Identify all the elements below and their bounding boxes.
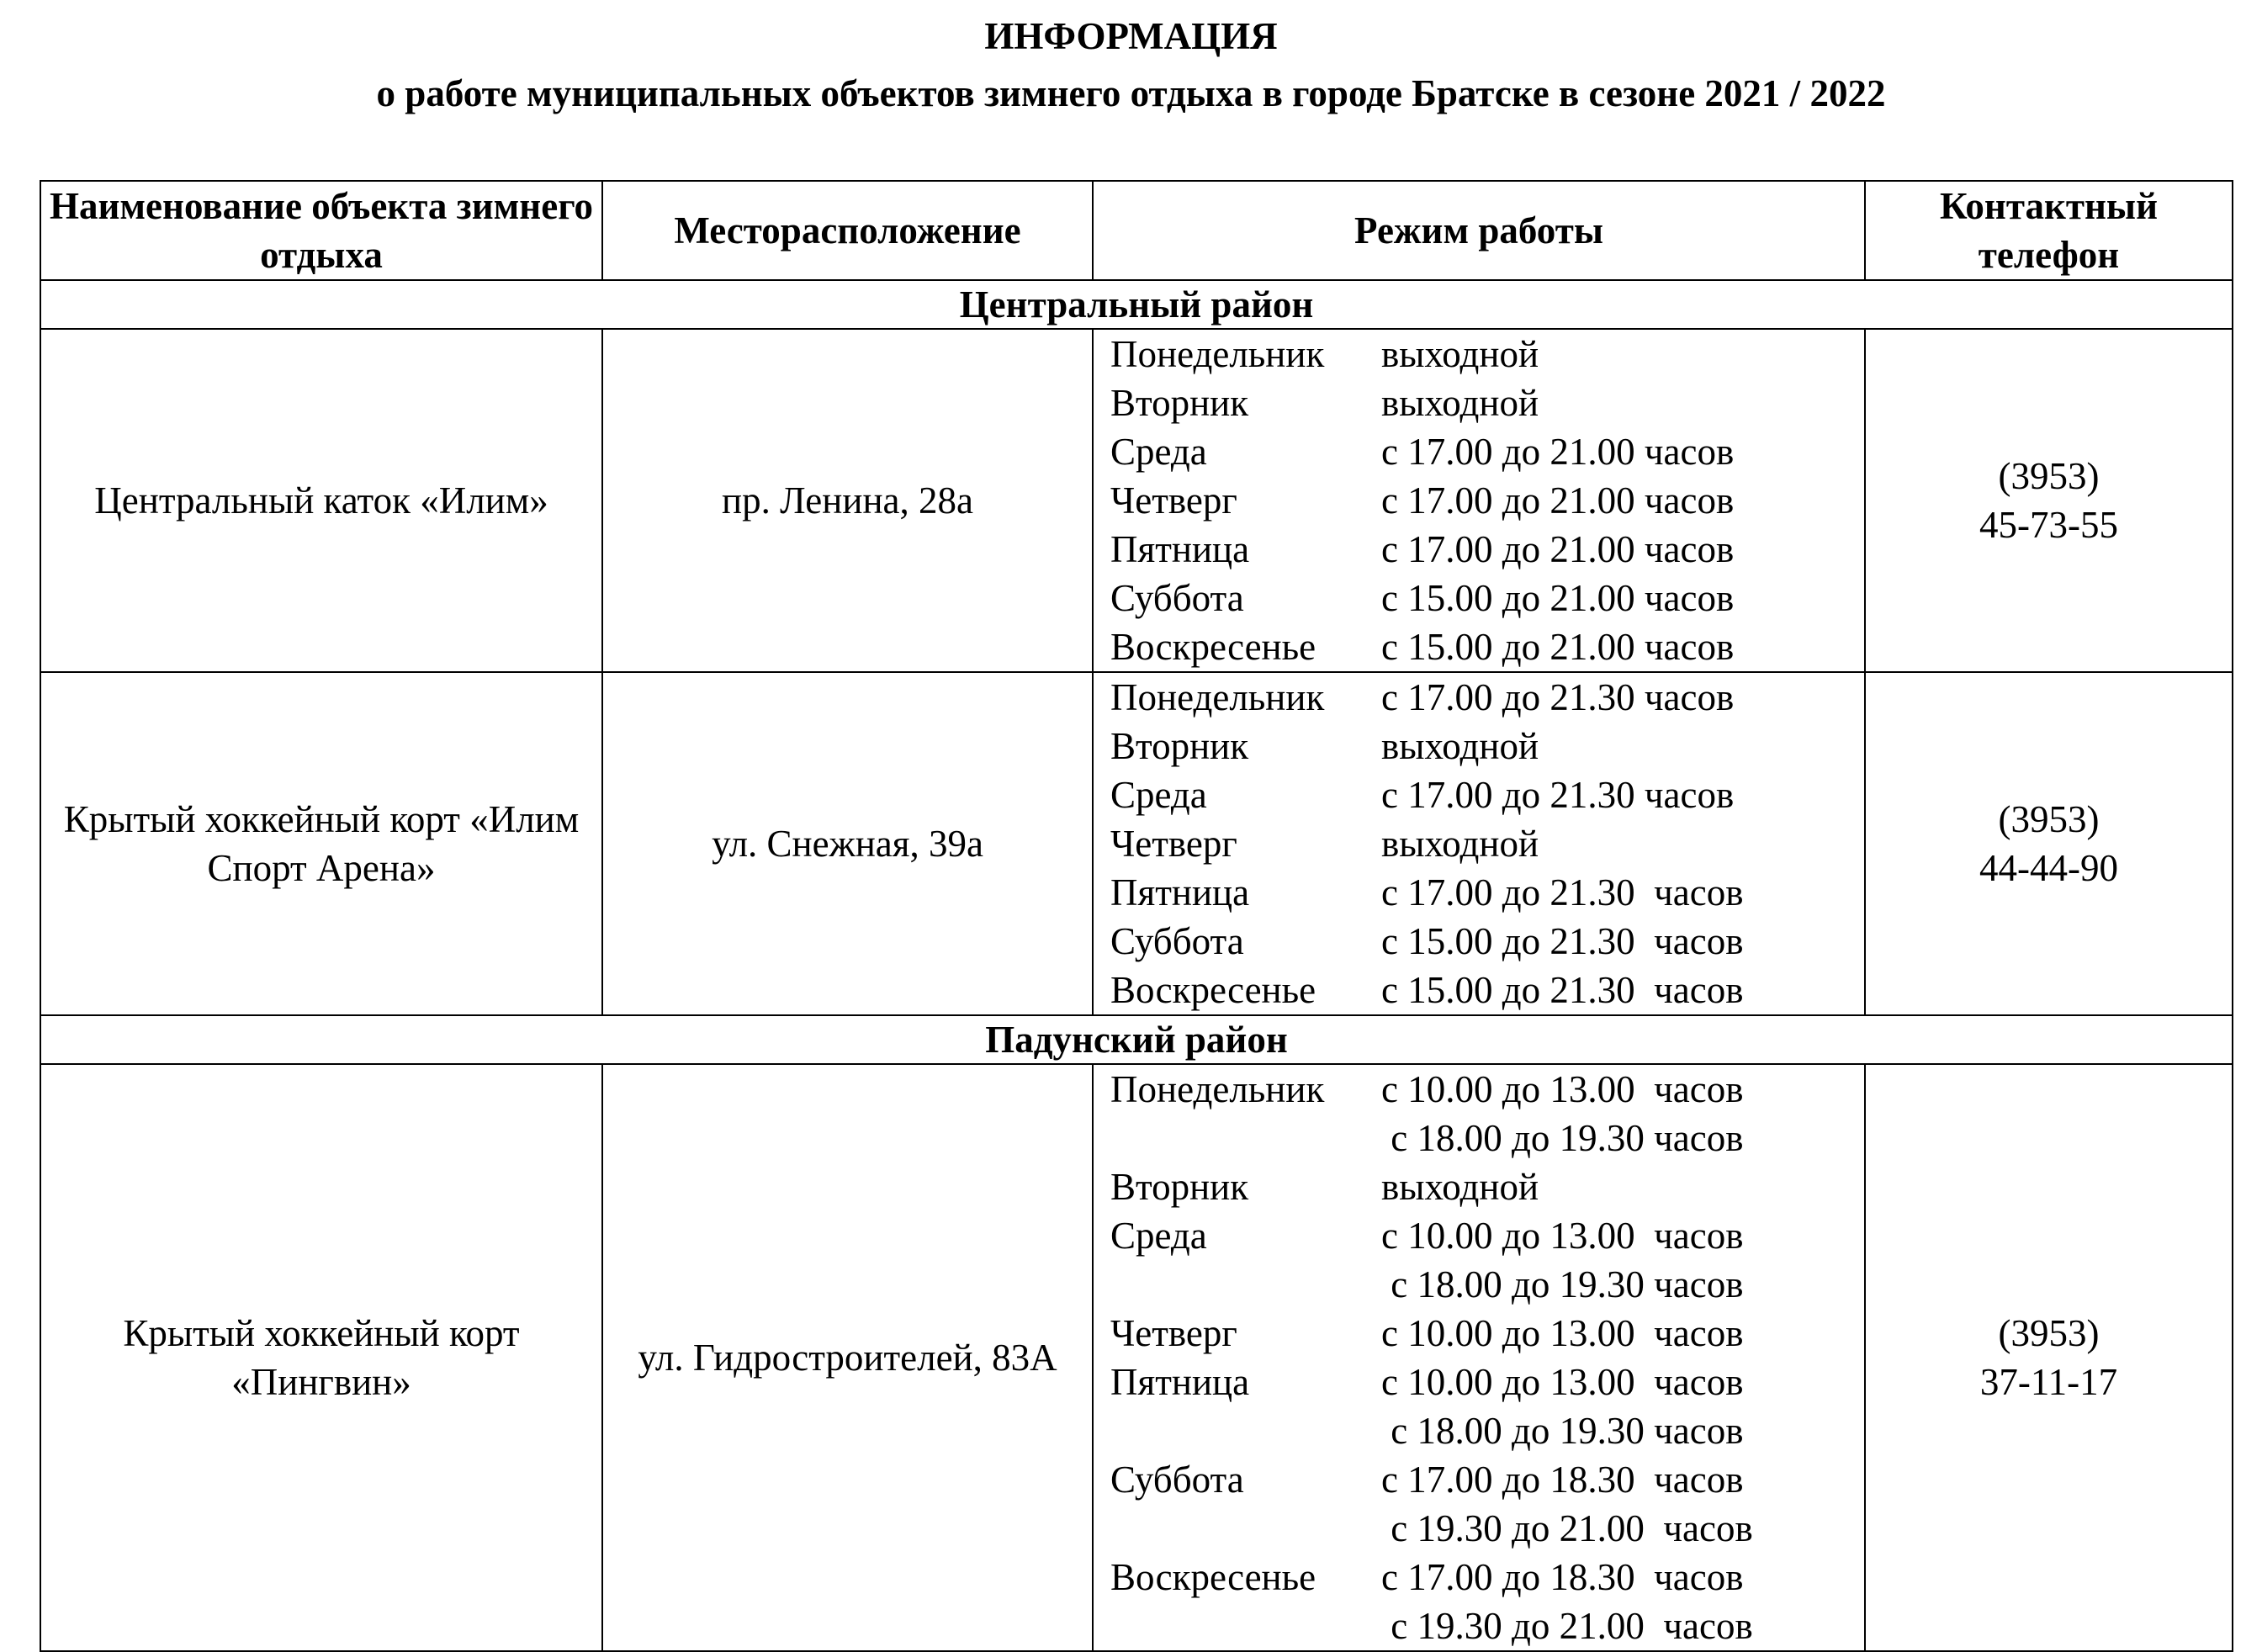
schedule-line — [1110, 427, 1864, 476]
schedule-day: Среда — [1110, 431, 1207, 473]
schedule-day: Вторник — [1110, 725, 1249, 767]
schedule-day: Суббота — [1110, 1459, 1244, 1501]
schedule-line — [1110, 1406, 1864, 1455]
schedule-line — [1110, 525, 1864, 574]
phone-code: (3953) — [1998, 455, 2100, 497]
schedule-time: с 15.00 до 21.00 часов — [1381, 577, 1735, 619]
facility-phone — [1865, 672, 2233, 1015]
schedule-day: Четверг — [1110, 1312, 1237, 1354]
facility-location: пр. Ленина, 28а — [602, 329, 1093, 672]
schedule-time: с 10.00 до 13.00 часов — [1381, 1361, 1744, 1403]
district-name: Центральный район — [40, 280, 2233, 329]
table-row — [40, 329, 2233, 672]
schedule-day: Воскресенье — [1110, 626, 1316, 668]
schedule-time: с 18.00 до 19.30 часов — [1381, 1263, 1744, 1305]
district-row — [40, 1015, 2233, 1064]
schedule-time: с 17.00 до 21.00 часов — [1381, 479, 1735, 522]
schedule-line — [1110, 476, 1864, 525]
schedule-day: Вторник — [1110, 382, 1249, 424]
schedule-day: Пятница — [1110, 871, 1250, 913]
schedule-time: с 17.00 до 21.30 часов — [1381, 676, 1735, 718]
schedule-day: Вторник — [1110, 1166, 1249, 1208]
header-phone: Контактный телефон — [1865, 181, 2233, 280]
schedule-day — [1110, 1602, 1381, 1650]
schedule-day — [1110, 1114, 1381, 1162]
facility-schedule — [1093, 672, 1865, 1015]
schedule-line — [1110, 868, 1864, 917]
facility-schedule — [1093, 329, 1865, 672]
schedule-time: выходной — [1381, 333, 1539, 375]
schedule-day: Четверг — [1110, 479, 1237, 522]
schedule-time: с 17.00 до 21.00 часов — [1381, 431, 1735, 473]
schedule-time: с 18.00 до 19.30 часов — [1381, 1117, 1744, 1159]
phone-number: 44-44-90 — [1979, 847, 2118, 889]
schedule-time: выходной — [1381, 823, 1539, 865]
facility-name: Крытый хоккейный корт «Пингвин» — [40, 1064, 602, 1651]
schedule-day: Суббота — [1110, 920, 1244, 962]
schedule-line — [1110, 1114, 1864, 1162]
schedule-time: с 15.00 до 21.30 часов — [1381, 969, 1744, 1011]
schedule-time: с 17.00 до 21.30 часов — [1381, 774, 1735, 816]
page-title: ИНФОРМАЦИЯ — [984, 15, 1278, 57]
schedule-line — [1110, 1602, 1864, 1650]
header-location: Месторасположение — [602, 181, 1093, 280]
schedule-day: Пятница — [1110, 1361, 1250, 1403]
schedule-line — [1110, 917, 1864, 966]
schedule-time: с 17.00 до 18.30 часов — [1381, 1556, 1744, 1598]
schedule-time: выходной — [1381, 1166, 1539, 1208]
schedule-time: с 18.00 до 19.30 часов — [1381, 1410, 1744, 1452]
schedule-line — [1110, 1309, 1864, 1358]
schedule-time: с 17.00 до 18.30 часов — [1381, 1459, 1744, 1501]
schedule-day: Среда — [1110, 1215, 1207, 1257]
schedule-time: с 15.00 до 21.30 часов — [1381, 920, 1744, 962]
schedule-line — [1110, 1211, 1864, 1260]
schedule-time: с 10.00 до 13.00 часов — [1381, 1068, 1744, 1110]
header-facility-name: Наименование объекта зимнего отдыха — [40, 181, 602, 280]
table-row — [40, 1064, 2233, 1651]
facility-phone — [1865, 329, 2233, 672]
phone-code: (3953) — [1998, 798, 2100, 840]
schedule-line — [1110, 673, 1864, 722]
schedule-line — [1110, 1065, 1864, 1114]
phone-code: (3953) — [1998, 1312, 2100, 1354]
schedule-line — [1110, 1162, 1864, 1211]
schedule-day: Понедельник — [1110, 333, 1325, 375]
facility-name: Центральный каток «Илим» — [40, 329, 602, 672]
schedule-day: Воскресенье — [1110, 1556, 1316, 1598]
table-header-row — [40, 181, 2233, 280]
facility-location: ул. Снежная, 39а — [602, 672, 1093, 1015]
schedule-day: Среда — [1110, 774, 1207, 816]
district-name: Падунский район — [40, 1015, 2233, 1064]
schedule-line — [1110, 379, 1864, 427]
schedule-line — [1110, 574, 1864, 622]
schedule-day — [1110, 1406, 1381, 1455]
schedule-time: с 17.00 до 21.30 часов — [1381, 871, 1744, 913]
schedule-line — [1110, 1553, 1864, 1602]
table-row — [40, 672, 2233, 1015]
schedule-line — [1110, 1455, 1864, 1504]
district-row — [40, 280, 2233, 329]
schedule-day: Пятница — [1110, 528, 1250, 570]
facilities-table — [40, 180, 2233, 1652]
schedule-time: с 19.30 до 21.00 часов — [1381, 1605, 1753, 1647]
schedule-time: с 10.00 до 13.00 часов — [1381, 1312, 1744, 1354]
schedule-time: с 17.00 до 21.00 часов — [1381, 528, 1735, 570]
schedule-day: Четверг — [1110, 823, 1237, 865]
schedule-day: Понедельник — [1110, 676, 1325, 718]
schedule-line — [1110, 622, 1864, 671]
schedule-line — [1110, 770, 1864, 819]
schedule-line — [1110, 1358, 1864, 1406]
schedule-day — [1110, 1260, 1381, 1309]
facility-schedule — [1093, 1064, 1865, 1651]
schedule-line — [1110, 966, 1864, 1014]
schedule-time: с 19.30 до 21.00 часов — [1381, 1507, 1753, 1549]
schedule-line — [1110, 330, 1864, 379]
schedule-line — [1110, 1504, 1864, 1553]
schedule-line — [1110, 1260, 1864, 1309]
header-schedule: Режим работы — [1093, 181, 1865, 280]
schedule-day: Суббота — [1110, 577, 1244, 619]
schedule-line — [1110, 819, 1864, 868]
schedule-day: Воскресенье — [1110, 969, 1316, 1011]
phone-number: 37-11-17 — [1979, 1361, 2118, 1403]
page-subtitle: о работе муниципальных объектов зимнего отдыха в городе Братске в сезоне 2021 / 2022 — [376, 72, 1886, 114]
facility-location: ул. Гидростроителей, 83А — [602, 1064, 1093, 1651]
schedule-time: выходной — [1381, 725, 1539, 767]
schedule-line — [1110, 722, 1864, 770]
facility-name: Крытый хоккейный корт «Илим Спорт Арена» — [40, 672, 602, 1015]
schedule-time: с 10.00 до 13.00 часов — [1381, 1215, 1744, 1257]
schedule-day: Понедельник — [1110, 1068, 1325, 1110]
schedule-time: выходной — [1381, 382, 1539, 424]
phone-number: 45-73-55 — [1979, 504, 2118, 546]
schedule-day — [1110, 1504, 1381, 1553]
facility-phone — [1865, 1064, 2233, 1651]
schedule-time: с 15.00 до 21.00 часов — [1381, 626, 1735, 668]
